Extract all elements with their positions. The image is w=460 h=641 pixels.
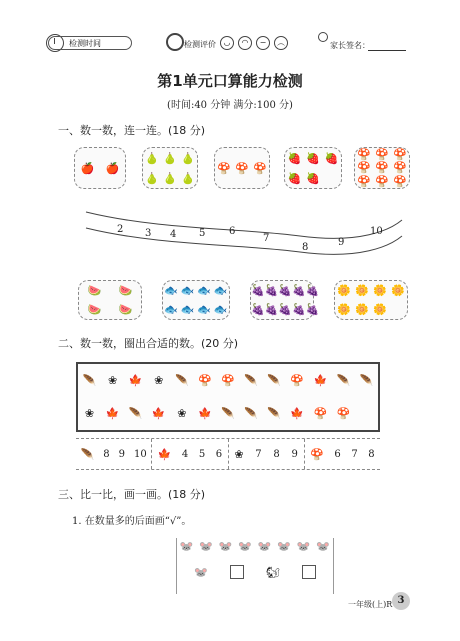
group-item-icon: 🍓 [306,171,320,185]
picture-item-icon: 🪶 [336,374,351,387]
compare-box [176,538,334,594]
group-item-icon: 🐟 [197,284,212,297]
choice-number[interactable]: 6 [215,448,223,460]
group-item-icon: 🌼 [337,303,351,316]
group-item-icon: 🍇 [278,284,293,297]
wave-number: 3 [145,228,152,239]
signature-line [368,50,406,51]
group-item-icon: 🍎 [80,161,95,175]
mouse-icon: 🐭 [194,565,208,579]
group-item-icon: 🍇 [264,284,279,297]
picture-item-icon: 🪶 [267,374,281,387]
group-item-icon: 🍎 [105,161,120,175]
group-item-icon: 🍇 [251,284,265,297]
picture-item-icon: 🍁 [290,407,305,420]
feather-icon: 🪶 [80,447,95,461]
answer-cell-mushroom [305,439,380,469]
top-group-1 [74,147,126,189]
group-item-icon: 🍄 [357,148,371,162]
page-title: 第1单元口算能力检测 [157,72,303,90]
picture-item-icon: 🍄 [221,374,235,387]
picture-item-icon: 🍁 [128,374,143,387]
top-group-2 [142,147,198,189]
picture-item-icon: ❀ [177,407,187,420]
group-item-icon: 🍄 [357,174,371,188]
picture-item-icon: 🍄 [198,374,212,387]
picture-item-icon: 🪶 [174,374,189,387]
section-3-heading: 三、比一比，画一画。(18 分) [58,488,206,501]
group-item-icon: 🍐 [181,151,195,165]
face-icon-2: ◠ [238,36,252,50]
choice-number[interactable]: 8 [103,448,110,460]
maple-leaf-icon: 🍁 [157,447,172,461]
choice-number[interactable]: 10 [134,448,147,460]
group-item-icon: 🌼 [373,303,387,316]
wave-number: 2 [117,224,124,235]
group-item-icon: 🍐 [163,151,177,165]
choice-number[interactable]: 9 [118,448,125,460]
group-item-icon: 🍐 [163,171,177,185]
bottom-group-1 [78,280,142,320]
flower-icon: ❀ [234,447,244,461]
mouse-icon: 🐭 [277,540,292,553]
group-item-icon: 🍄 [393,161,407,175]
group-item-icon: 🍄 [357,161,371,175]
page-subtitle: (时间:40 分钟 满分:100 分) [167,100,293,111]
choice-number[interactable]: 7 [351,448,358,460]
group-item-icon: 🍓 [287,151,302,165]
answer-table [76,438,380,470]
answer-cell-feather [76,439,152,469]
group-item-icon: 🍓 [287,171,302,185]
choice-number[interactable]: 7 [255,448,262,460]
mouse-icon: 🐭 [218,540,233,553]
group-item-icon: 🌼 [337,284,351,297]
picture-item-icon: 🪶 [359,374,374,387]
group-item-icon: 🌼 [373,284,387,297]
grade-label: 一年级(上)R [348,600,393,609]
group-item-icon: 🍇 [251,303,265,316]
magnifier-icon [166,33,184,51]
wave-number: 8 [302,242,309,253]
group-item-icon: 🐟 [164,303,179,316]
face-icon-1: ◡ [220,36,234,50]
choice-number[interactable]: 9 [291,448,298,460]
picture-item-icon: 🍁 [313,374,328,387]
page-number: 3 [397,595,405,606]
top-group-4 [284,147,342,189]
choice-number[interactable]: 8 [368,448,375,460]
group-item-icon: 🐟 [180,303,195,316]
picture-item-icon: 🍁 [151,407,166,420]
person-icon [318,32,328,42]
mouse-icon: 🐭 [316,540,331,553]
picture-item-icon: 🪶 [82,374,97,387]
group-item-icon: 🍇 [305,303,320,316]
section-1-heading: 一、数一数，连一连。(18 分) [58,124,206,137]
group-item-icon: 🍐 [145,171,159,185]
picture-item-icon: ❀ [154,374,164,387]
wave-number: 7 [263,233,270,244]
mouse-icon: 🐭 [296,540,311,553]
wave-number: 6 [229,226,236,237]
group-item-icon: 🍄 [253,161,267,175]
group-item-icon: 🍉 [118,303,133,316]
wave-number: 9 [338,237,345,248]
group-item-icon: 🐟 [213,303,228,316]
time-pill [48,36,132,50]
picture-box [76,362,380,432]
bottom-group-3 [250,280,320,320]
picture-item-icon: 🪶 [244,407,258,420]
group-item-icon: 🍄 [375,148,389,162]
group-item-icon: 🍄 [217,161,231,175]
group-item-icon: 🍉 [87,303,102,316]
picture-item-icon: 🍁 [105,407,120,420]
page-number-badge [392,592,410,610]
picture-item-icon: 🍄 [313,407,328,420]
picture-item-icon: 🍁 [198,407,212,420]
group-item-icon: 🍉 [118,284,133,297]
picture-item-icon: ❀ [107,374,118,387]
mouse-icon: 🐭 [257,540,272,553]
choice-number[interactable]: 8 [273,448,280,460]
mouse-icon: 🐭 [199,540,214,553]
top-group-5 [354,147,410,189]
group-item-icon: 🍉 [87,284,102,297]
picture-item-icon: 🍄 [336,407,351,420]
picture-item-icon: 🪶 [221,407,235,420]
mouse-icon: 🐭 [179,540,194,553]
picture-item-icon: 🪶 [244,374,258,387]
group-item-icon: 🍄 [235,161,249,175]
bottom-group-2 [162,280,230,320]
mushroom-icon: 🍄 [310,447,324,461]
answer-box-b[interactable] [302,565,316,579]
answer-cell-flower [229,439,305,469]
mouse-icon: 🐭 [238,540,253,553]
eval-label: 检测评价 [184,40,216,49]
choice-number[interactable]: 4 [181,448,189,460]
answer-cell-leaf [152,439,228,469]
time-label: 检测时间 [69,39,101,48]
group-item-icon: 🌼 [355,284,369,297]
top-group-3 [214,147,270,189]
section-2-heading: 二、数一数，圈出合适的数。(20 分) [58,337,239,350]
face-icon-4: ︵ [274,36,288,50]
group-item-icon: 🍄 [375,161,389,175]
group-item-icon: 🍇 [292,284,306,297]
answer-box-a[interactable] [230,565,244,579]
picture-item-icon: 🪶 [128,407,143,420]
group-item-icon: 🍐 [145,151,159,165]
group-item-icon: 🍇 [278,303,293,316]
picture-item-icon: 🍄 [290,374,305,387]
parent-label: 家长签名： [330,41,370,50]
group-item-icon: 🍐 [181,171,195,185]
picture-item-icon: ❀ [84,407,95,420]
choice-number[interactable]: 6 [334,448,341,460]
picture-item-icon: 🪶 [267,407,281,420]
squirrel-icon: 🐿 [265,565,280,579]
bottom-group-4 [334,280,408,320]
group-item-icon: 🌼 [355,303,369,316]
group-item-icon: 🍇 [292,303,306,316]
group-item-icon: 🍄 [393,174,407,188]
group-item-icon: 🐟 [213,284,228,297]
question-1: 1. 在数量多的后面画“√”。 [72,516,192,527]
group-item-icon: 🍓 [306,151,320,165]
group-item-icon: 🍇 [305,284,320,297]
wave-number: 4 [170,229,177,240]
group-item-icon: 🍓 [324,151,339,165]
group-item-icon: 🍇 [264,303,279,316]
face-icon-3: − [256,36,270,50]
group-item-icon: 🐟 [164,284,179,297]
group-item-icon: 🐟 [197,303,212,316]
group-item-icon: 🐟 [180,284,195,297]
group-item-icon: 🍄 [375,174,389,188]
group-item-icon: 🌼 [391,284,405,297]
wave-number: 10 [370,226,383,237]
choice-number[interactable]: 5 [198,448,206,460]
group-item-icon: 🍄 [393,148,407,162]
wave-number: 5 [199,228,206,239]
